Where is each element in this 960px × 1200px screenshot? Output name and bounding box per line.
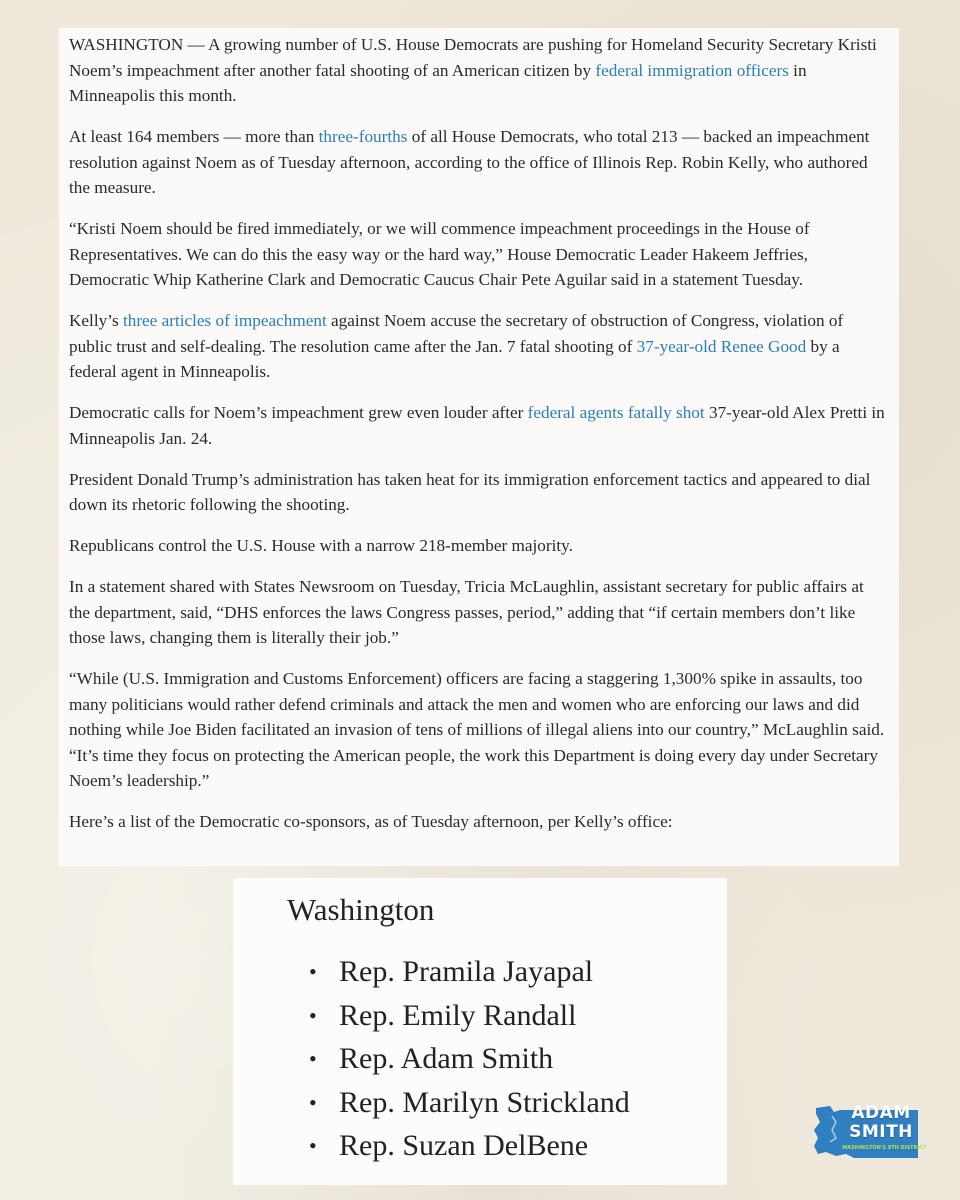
article-excerpt <box>59 28 899 866</box>
bullet-icon: • <box>309 959 317 984</box>
text: in Minneapolis this month. <box>69 60 807 105</box>
paragraph-6: President Donald Trump’s administration has taken heat for its immigration enforcement tactics and appeared to dial down its rhetoric following the shooting. <box>69 469 871 514</box>
bullet-icon: • <box>309 1089 317 1115</box>
paragraph-5 <box>69 400 889 451</box>
paragraph-4 <box>69 308 889 385</box>
logo-tagline: WASHINGTON'S 9TH DISTRICT <box>842 1145 927 1151</box>
cosponsor-list <box>287 950 727 1168</box>
list-heading: Washington <box>287 892 435 927</box>
list-item-label: Rep. Marilyn Strickland <box>339 1085 630 1119</box>
paragraph-8: In a statement shared with States Newsroom on Tuesday, Tricia McLaughlin, assistant secretary for public affairs at the department, said, “DHS enforces the laws Congress passes, period,” adding that “if certain members don’t like those laws, changing them is literally their job.” <box>69 577 864 647</box>
paragraph-7: Republicans control the U.S. House with a narrow 218-member majority. <box>69 536 573 555</box>
bullet-icon: • <box>309 1002 317 1028</box>
bullet-icon: • <box>309 1133 317 1158</box>
cosponsor-list-card <box>233 878 727 1185</box>
text: WASHINGTON — A growing number of U.S. House Democrats are pushing for Homeland Security Secretary Kristi Noem’s impeachment after another fatal shooting of an American citizen by <box>69 35 877 80</box>
paragraph-10: Here’s a list of the Democratic co-sponsors, as of Tuesday afternoon, per Kelly’s office: <box>69 812 673 831</box>
link-three-fourths[interactable]: three-fourths <box>318 127 408 146</box>
link-federal-immigration-officers[interactable]: federal immigration officers <box>595 60 789 80</box>
text: Kelly’s <box>69 311 123 330</box>
text: Democratic calls for Noem’s impeachment grew even louder after <box>69 403 528 422</box>
list-item-label: Rep. Adam Smith <box>339 1042 554 1075</box>
link-three-articles-of-impeachment[interactable]: three articles of impeachment <box>122 311 327 330</box>
logo-name <box>842 1104 920 1142</box>
list-item-label: Rep. Emily Randall <box>339 998 577 1032</box>
paragraph-1 <box>69 32 889 109</box>
logo-line-2: SMITH <box>849 1122 913 1142</box>
text: At least 164 members — more than <box>69 127 319 146</box>
text: against Noem accuse the secretary of obstruction of Congress, violation of public trust and self-dealing. The resolution came after the Jan. 7 fatal shooting of <box>69 311 844 356</box>
paragraph-3: “Kristi Noem should be fired immediately, or we will commence impeachment proceedings in the House of Representatives. We can do this the easy way or the hard way,” House Democratic Leader Hakeem Jeffries, Democratic Whip Katherine Clark and Democratic Caucus Chair Pete Aguilar said in a statement Tuesday. <box>69 219 810 289</box>
bullet-icon: • <box>309 1046 317 1071</box>
list-item-label: Rep. Pramila Jayapal <box>339 955 594 988</box>
link-renee-good[interactable]: 37-year-old Renee Good <box>636 336 807 356</box>
paragraph-9: “While (U.S. Immigration and Customs Enforcement) officers are facing a staggering 1,300% spike in assaults, too many politicians would rather defend criminals and attack the men and women who are enforcing our laws and did nothing while Joe Biden facilitated an invasion of tens of millions of illegal aliens into our country,” McLaughlin said. “It’s time they focus on protecting the American people, the work this Department is doing every day under Secretary Noem’s leadership.” <box>69 669 885 790</box>
list-item-label: Rep. Suzan DelBene <box>339 1129 589 1162</box>
text: of all House Democrats, who total 213 — backed an impeachment resolution against Noem as of Tuesday afternoon, according to the office of Illinois Rep. Robin Kelly, who authored the measure. <box>69 127 870 197</box>
adam-smith-logo <box>810 1102 927 1160</box>
text: by a federal agent in Minneapolis. <box>69 336 840 381</box>
paragraph-2 <box>69 124 889 201</box>
text: 37-year-old Alex Pretti in Minneapolis Jan. 24. <box>69 403 885 448</box>
link-federal-agents-fatally-shot[interactable]: federal agents fatally shot <box>527 403 705 422</box>
list-item <box>309 950 727 994</box>
list-item <box>309 994 727 1038</box>
logo-line-1: ADAM <box>851 1103 911 1123</box>
list-item <box>309 1081 727 1125</box>
list-item <box>309 1124 727 1168</box>
list-item <box>309 1037 727 1081</box>
